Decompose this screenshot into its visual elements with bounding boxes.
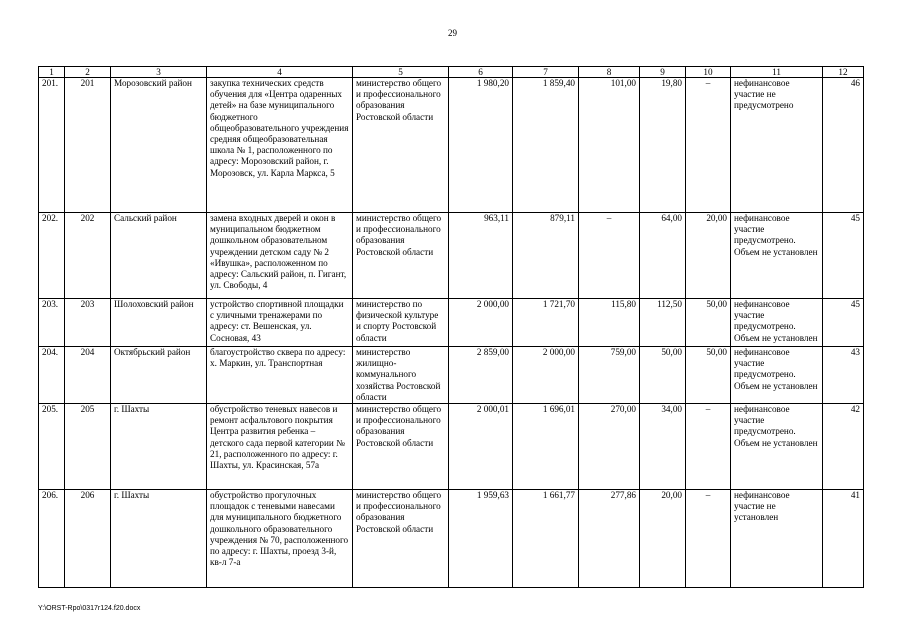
row-id: 202 xyxy=(65,213,111,299)
amount-cell: 50,00 xyxy=(686,299,731,347)
district-cell: г. Шахты xyxy=(111,404,207,490)
row-id: 203 xyxy=(65,299,111,347)
ministry-cell: министерство общего и профессионального образования Ростовской области xyxy=(353,213,449,299)
district-cell: Октябрьский район xyxy=(111,347,207,404)
amount-cell: 1 661,77 xyxy=(513,490,579,588)
amount-cell: 963,11 xyxy=(449,213,513,299)
table-row xyxy=(39,213,864,299)
score-cell: 41 xyxy=(823,490,864,588)
table-row xyxy=(39,78,864,213)
amount-cell: 64,00 xyxy=(640,213,686,299)
amount-cell: 34,00 xyxy=(640,404,686,490)
file-path-footer: Y:\ORST-Rpo\0317r124.f20.docx xyxy=(38,605,141,612)
amount-cell: 115,80 xyxy=(579,299,640,347)
score-cell: 42 xyxy=(823,404,864,490)
amount-cell: 20,00 xyxy=(640,490,686,588)
score-cell: 43 xyxy=(823,347,864,404)
amount-cell: 1 980,20 xyxy=(449,78,513,213)
row-number: 201. xyxy=(39,78,65,213)
note-cell: нефинансовое участие предусмотрено. Объем не установлен xyxy=(731,299,823,347)
note-cell: нефинансовое участие предусмотрено. Объем не установлен xyxy=(731,213,823,299)
description-cell: устройство спортивной площадки с уличными тренажерами по адресу: ст. Вешенская, ул. Сосновая, 43 xyxy=(207,299,353,347)
header-cell: 4 xyxy=(207,67,353,78)
header-cell: 8 xyxy=(579,67,640,78)
header-cell: 12 xyxy=(823,67,864,78)
note-cell: нефинансовое участие предусмотрено. Объем не установлен xyxy=(731,404,823,490)
amount-cell: 759,00 xyxy=(579,347,640,404)
amount-cell: 2 859,00 xyxy=(449,347,513,404)
score-cell: 46 xyxy=(823,78,864,213)
amount-cell: – xyxy=(686,404,731,490)
description-cell: закупка технических средств обучения для «Центра одаренных детей» на базе муниципального бюджетного общеобразовательного учреждения средняя общеобразовательная школа № 1, расположенного по адресу: Морозовский район, г. Морозовск, ул. Карла Маркса, 5 xyxy=(207,78,353,213)
amount-cell: 20,00 xyxy=(686,213,731,299)
amount-cell: 101,00 xyxy=(579,78,640,213)
ministry-cell: министерство жилищно-коммунального хозяйства Ростовской области xyxy=(353,347,449,404)
description-cell: обустройство прогулочных площадок с теневыми навесами для муниципального бюджетного дошкольного образовательного учреждения № 70, расположенного по адресу: г. Шахты, проезд 3-й, кв-л 7-а xyxy=(207,490,353,588)
district-cell: Шолоховский район xyxy=(111,299,207,347)
row-id: 201 xyxy=(65,78,111,213)
header-cell: 11 xyxy=(731,67,823,78)
score-cell: 45 xyxy=(823,299,864,347)
header-cell: 6 xyxy=(449,67,513,78)
ministry-cell: министерство общего и профессионального образования Ростовской области xyxy=(353,78,449,213)
row-number: 205. xyxy=(39,404,65,490)
amount-cell: 50,00 xyxy=(686,347,731,404)
amount-cell: – xyxy=(579,213,640,299)
amount-cell: 277,86 xyxy=(579,490,640,588)
ministry-cell: министерство общего и профессионального образования Ростовской области xyxy=(353,404,449,490)
ministry-cell: министерство по физической культуре и спорту Ростовской области xyxy=(353,299,449,347)
header-row xyxy=(39,67,864,78)
page-number: 29 xyxy=(448,28,457,38)
note-cell: нефинансовое участие предусмотрено. Объем не установлен xyxy=(731,347,823,404)
description-cell: обустройство теневых навесов и ремонт асфальтового покрытия Центра развития ребенка – детского сада первой категории № 21, расположенного по адресу: г. Шахты, ул. Красинская, 57а xyxy=(207,404,353,490)
ministry-cell: министерство общего и профессионального образования Ростовской области xyxy=(353,490,449,588)
amount-cell: 1 859,40 xyxy=(513,78,579,213)
table-row xyxy=(39,404,864,490)
row-number: 202. xyxy=(39,213,65,299)
header-cell: 3 xyxy=(111,67,207,78)
score-cell: 45 xyxy=(823,213,864,299)
header-cell: 1 xyxy=(39,67,65,78)
amount-cell: 112,50 xyxy=(640,299,686,347)
amount-cell: 1 696,01 xyxy=(513,404,579,490)
note-cell: нефинансовое участие не установлен xyxy=(731,490,823,588)
row-number: 206. xyxy=(39,490,65,588)
amount-cell: 1 959,63 xyxy=(449,490,513,588)
row-number: 204. xyxy=(39,347,65,404)
amount-cell: 2 000,01 xyxy=(449,404,513,490)
header-cell: 5 xyxy=(353,67,449,78)
row-number: 203. xyxy=(39,299,65,347)
amount-cell: 2 000,00 xyxy=(513,347,579,404)
header-cell: 9 xyxy=(640,67,686,78)
projects-table xyxy=(38,66,864,588)
table-row xyxy=(39,347,864,404)
amount-cell: 2 000,00 xyxy=(449,299,513,347)
row-id: 204 xyxy=(65,347,111,404)
header-cell: 7 xyxy=(513,67,579,78)
table-row xyxy=(39,299,864,347)
amount-cell: – xyxy=(686,78,731,213)
district-cell: Сальский район xyxy=(111,213,207,299)
description-cell: благоустройство сквера по адресу: х. Маркин, ул. Транспортная xyxy=(207,347,353,404)
header-cell: 2 xyxy=(65,67,111,78)
note-cell: нефинансовое участие не предусмотрено xyxy=(731,78,823,213)
amount-cell: 50,00 xyxy=(640,347,686,404)
amount-cell: 1 721,70 xyxy=(513,299,579,347)
district-cell: Морозовский район xyxy=(111,78,207,213)
table-row xyxy=(39,490,864,588)
amount-cell: 879,11 xyxy=(513,213,579,299)
header-cell: 10 xyxy=(686,67,731,78)
amount-cell: 19,80 xyxy=(640,78,686,213)
amount-cell: – xyxy=(686,490,731,588)
description-cell: замена входных дверей и окон в муниципальном бюджетном дошкольном образовательном учреждении детском саду № 2 «Ивушка», расположенном по адресу: Сальский район, п. Гигант, ул. Свободы, 4 xyxy=(207,213,353,299)
row-id: 206 xyxy=(65,490,111,588)
amount-cell: 270,00 xyxy=(579,404,640,490)
row-id: 205 xyxy=(65,404,111,490)
district-cell: г. Шахты xyxy=(111,490,207,588)
